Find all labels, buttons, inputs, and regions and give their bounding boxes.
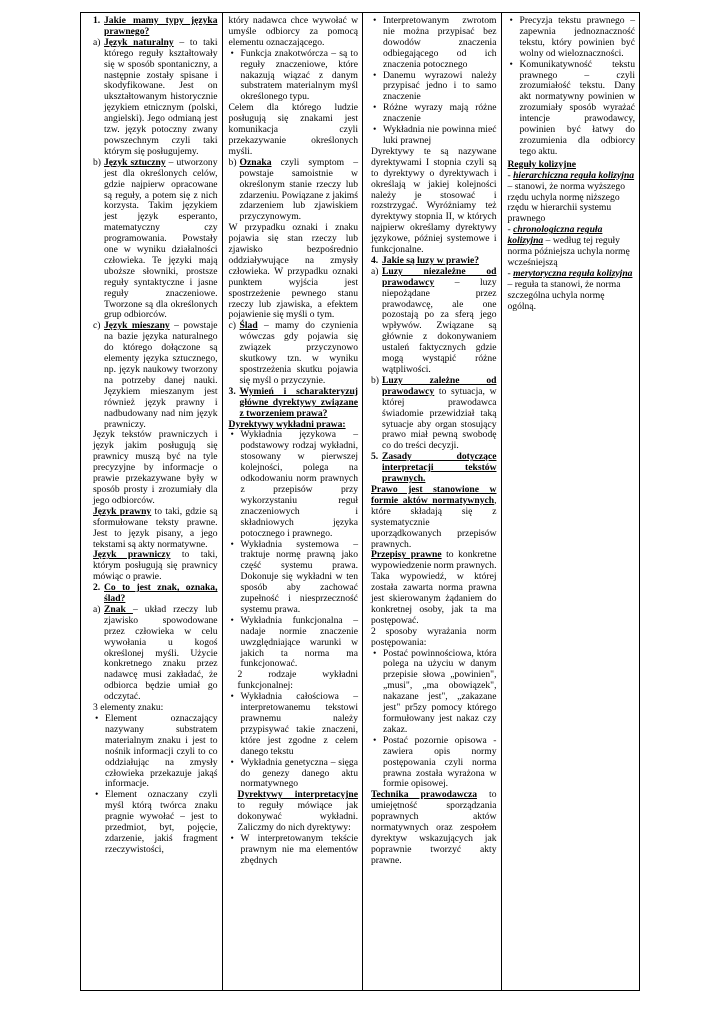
list-item: • Wykładnia językowa – podstawowy rodzaj wykładni, stosowany w pierwszej kolejności, polega na odkodowaniu norm prawnych z przepisów przy wykorzystaniu reguł znaczeniowych i składniowych języka potocznego i prawnego. [229, 430, 358, 539]
paragraph-directive-levels: Dyrektywy te są nazywane dyrektywami I stopnia czyli są to dyrektywy o dyrektywach i określają w jakiej kolejności należy je stosować i rozstrzygać. Wyróżniamy też dyrektywy stopnia II, w których najpierw określamy dyrektywy językowe, później systemowe i funkcjonalne. [371, 145, 497, 256]
list-item: • Funkcja znakotwórcza – są to reguły znaczeniowe, które nakazują wiązać z danym substratem materialnym myśl określonego typu. [229, 49, 358, 104]
column-4 [501, 13, 640, 990]
list-item: • Wykładnia funkcjonalna – nadaje normie znaczenie uwzględniające warunki w jakich ta norma ma funkcjonować. [229, 616, 358, 671]
list-item: • Wykładnia nie powinna mieć luki prawnej [371, 125, 497, 147]
natural-language-item: a) Język naturalny – to taki którego reguły kształtowały się w sposób spontaniczny, a następnie zostały spisane i skodyfikowane. Jest on ukształtowanym historycznie językiem etnicznym (polski, angielski). Jego odmianą jest tzw. język potoczny zwany powszechnym czyli taki którym się posługujemy. [93, 36, 218, 157]
paragraph-law-statute: Prawo jest stanowione w formie aktów normatywnych, które składają się z systematycznie uporządkowanych przepisów prawnych. [371, 483, 497, 550]
list-item: • Interpretowanym zwrotom nie można przypisać bez dowodów znaczenia odbiegającego od ich znaczenia potocznego [371, 16, 497, 71]
paragraph-communication: Celem dla którego ludzie posługują się znakami jest komunikacja czyli przekazywanie określonych myśli. [228, 102, 358, 157]
paragraph-lawyer-language: Język prawniczy to taki, którym posługują się prawnicy mówiąc o prawie. [93, 549, 218, 583]
list-item: • Postać powinnościowa, która polega na użyciu w danym przepisie słowa „powinien", „musi", „ma obowiązek", nakazane jest", „zakazane jest" pr5zy pomocy którego formułowany jest nakaz czy zakaz. [371, 649, 497, 736]
symptom-item: b) Oznaka czyli symptom – powstaje samoistnie w określonym stanie rzeczy lub zdarzeniu. Powiązane z jakimś zdarzeniem lub zjawiskiem przyczynowym. [228, 156, 358, 223]
list-item: • Postać pozornie opisowa - zawiera opis normy postępowania czyli norma prawna została wyrażona w formie opisowej. [371, 736, 497, 791]
list-item: • Wykładnia genetyczna – sięga do genezy danego aktu normatywnego [229, 758, 358, 791]
interpretation-list [229, 430, 358, 670]
directives-list [229, 834, 358, 867]
paragraph-continuation: który nadawca chce wywołać w umyśle odbiorcy za pomocą elementu oznaczającego. [228, 15, 358, 48]
text-quality-list [508, 16, 636, 158]
mixed-language-item: c) Język mieszany – powstaje na bazie języka naturalnego do którego dołączone są elementy języka sztucznego, np. język naukowy tworzony na potrzeby danej nauki. Językiem mieszanym jest również język prawny i nadbudowany nad nim język prawniczy. [93, 320, 218, 430]
functional-list [229, 692, 358, 790]
paragraph-two-types: 2 rodzaje wykładni funkcjonalnej: [237, 669, 358, 692]
paragraph-two-ways: 2 sposoby wyrażania norm postępowania: [371, 625, 497, 648]
sign-function-list [229, 49, 358, 104]
list-item: • Danemu wyrazowi należy przypisać jedno i to samo znaczenie [371, 71, 497, 104]
paragraph-directives: Dyrektywy interpretacyjne to reguły mówiące jak dokonywać wykładni. Zaliczmy do nich dyrektywy: [237, 789, 358, 834]
list-item: • W interpretowanym tekście prawnym nie ma elementów zbędnych [229, 834, 358, 867]
directives-list-continued [371, 16, 497, 147]
list-item: • Komunikatywność tekstu prawnego – czyli zrozumiałość tekstu. Dany akt normatywny powinien w zrozumiały sposób wyrażać intencje prawodawcy, powinien być łatwy do zrozumienia dla odbiorcy tego aktu. [508, 60, 636, 158]
artificial-language-item: b) Język sztuczny – utworzony jest dla określonych celów, gdzie najpierw opracowane są reguły, a potem się z nich korzysta. Takim językiem jest język esperanto, matematyczny czy programowania. Powstały one w wyniku działalności człowieka. Te języki mają uboższe słowniki, prostsze reguły syntaktyczne i jasne reguły znaczeniowe. Tworzone są dla określonych grup odbiorców. [93, 156, 218, 321]
column-2 [222, 13, 362, 990]
list-item: • Precyzja tekstu prawnego – zapewnia jednoznaczność tekstu, który powinien być wolny od wieloznaczności. [508, 16, 636, 60]
trace-item: c) Ślad – mamy do czynienia wówczas gdy pojawia się związek przyczynowo skutkowy tzn. w wyniku spostrzeżenia skutku pojawia się myśl o przyczynie. [228, 320, 358, 386]
paragraph-symptom-sign: W przypadku oznaki i znaku pojawia się stan rzeczy lub zjawisko bezpośrednio oddziaływujące na zmysły człowieka. W przypadku oznaki punktem wyjścia jest spostrzeżenie pewnego stanu rzeczy lub zjawiska, a efektem pojawienie się myśli o tym. [228, 222, 358, 321]
list-item: • Element oznaczany czyli myśl którą twórca znaku pragnie wywołać – jest to przedmiot, byt, pojęcie, zdarzenie, jakiś fragment rzeczywistości, [93, 790, 218, 855]
column-3 [362, 13, 501, 990]
question-5: 5. Zasady dotyczące interpretacji tekstów prawnych. [371, 451, 497, 485]
collision-rule-substantive: - merytoryczna reguła kolizyjna – reguła ta stanowi, że norma szczególna uchyla normę ogólną. [507, 267, 633, 312]
question-4: 4. Jakie są luzy w prawie? [371, 254, 480, 266]
question-3: 3. Wymień i scharakteryzuj główne dyrektywy związane z tworzeniem prawa? [228, 385, 358, 419]
collision-rule-chronological: - chronologiczna reguła kolizyjna – według tej reguły norma późniejsza uchyla normę wcześniejszą [507, 224, 630, 268]
paragraph-legal-language: Język prawny to taki, gdzie są sformułowane teksty prawne. Jest to język pisany, a jego tekstami są akty normatywne. [93, 505, 218, 550]
sign-elements-list [93, 714, 218, 856]
question-2: 2. Co to jest znak, oznaka, ślad? [93, 582, 218, 605]
list-item: • Różne wyrazy mają różne znaczenie [371, 103, 497, 125]
sign-elements-intro: 3 elementy znaku: [93, 702, 164, 714]
section-heading: Dyrektywy wykładni prawa: [228, 418, 346, 430]
paragraph-legal-texts: Język tekstów prawniczych i język jakim posługują się prawnicy muszą być na tyle precyzyjne by informacje o prawie przekazywane były w sposób prosty i zrozumiały dla jego odbiorców. [93, 429, 218, 506]
norm-forms-list [371, 649, 497, 791]
notes-table [80, 12, 640, 991]
section-heading: Reguły kolizyjne [507, 158, 576, 170]
question-1: 1. Jakie mamy typy języka prawnego? [93, 15, 218, 37]
list-item: • Element oznaczający nazywany substratem materialnym znaku i jest to nośnik informacji czyli to co oddziałując na zmysły człowieka przekazuje jakąś informacje. [93, 714, 218, 790]
list-item: • Wykładnia systemowa – traktuje normę prawną jako część systemu prawa. Dokonuje się wykładni w ten sposób aby zachować zupełność i niesprzeczność systemu prawa. [229, 540, 358, 616]
column-1 [81, 13, 222, 990]
collision-rule-hierarchical: - hierarchiczna reguła kolizyjna – stanowi, że norma wyższego rzędu uchyla normę niższego rzędu w hierarchii systemu prawnego [507, 169, 635, 225]
paragraph-legal-provisions: Przepisy prawne to konkretne wypowiedzenie norm prawnych. Taka wypowiedź, w której została zawarta norma prawna jest skierowanym żądaniem do konkretnej osoby, jak ta ma postępować. [371, 549, 497, 626]
sign-item: a) Znak – układ rzeczy lub zjawisko spowodowane przez człowieka w celu wywołania u kogoś określonej myśli. Użycie konkretnego znaku przez nadawcę musi zakładać, że odbiorca będzie umiał go odczytać. [93, 603, 218, 703]
list-item: • Wykładnia całościowa – interpretowanemu tekstowi prawnemu należy przypisywać takie znaczeni, które jest zgodne z celem danego tekstu [229, 692, 358, 757]
loophole-independent-item: a) Luzy niezależne od prawodawcy – luzy niepożądane przez prawodawcę, ale one pozostają po za sferą jego wpływów. Związane są głównie z dokonywaniem ustaleń faktycznych gdzie mogą wystąpić różne wątpliwości. [371, 265, 497, 375]
paragraph-legislative-technique: Technika prawodawcza to umiejętność sporządzania poprawnych aktów normatywnych oraz zespołem dyrektyw wskazujących jak poprawnie tworzyć akty prawne. [371, 789, 497, 866]
loophole-dependent-item: b) Luzy zależne od prawodawcy to sytuacja, w której prawodawca świadomie przewidział taką sytuacje aby organ stosujący prawo miał pewną swobodę co do treści decyzji. [371, 374, 497, 452]
